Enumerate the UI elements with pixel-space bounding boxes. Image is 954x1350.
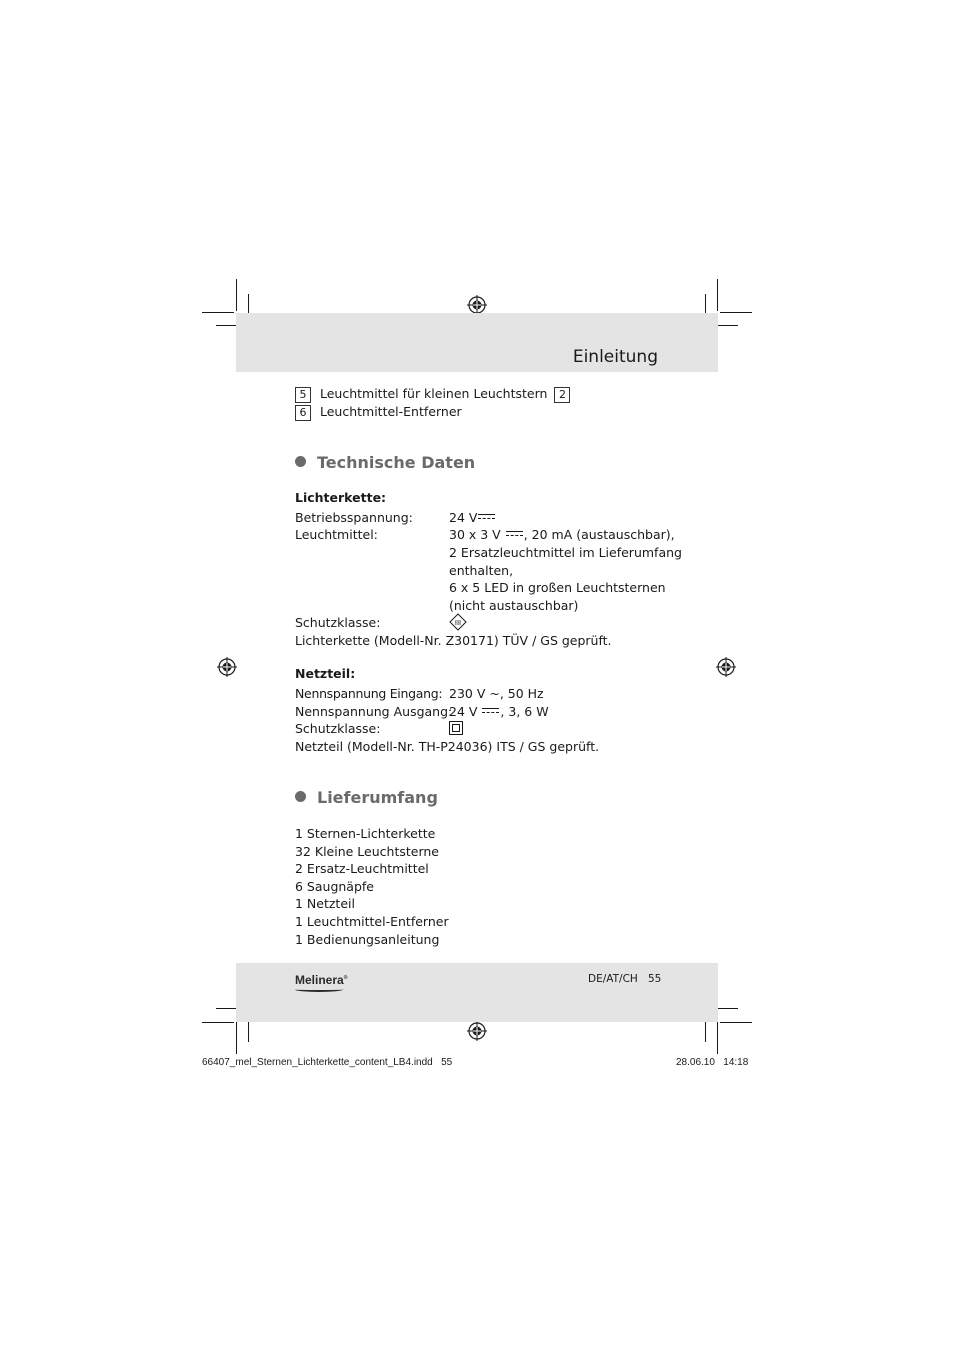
crop-mark — [202, 1022, 234, 1023]
protection-class-ii-icon — [449, 721, 463, 735]
spec-row — [295, 614, 462, 632]
delivery-list — [295, 825, 449, 948]
spec-value — [449, 703, 549, 721]
crop-mark — [720, 312, 752, 313]
list-item: 1 Bedienungsanleitung — [295, 931, 440, 947]
crop-mark — [717, 279, 718, 311]
part-number: 6 — [295, 405, 311, 421]
page-title: Einleitung — [572, 347, 658, 367]
dc-symbol-icon — [482, 708, 499, 714]
spec-value — [449, 509, 496, 527]
bullet-icon — [295, 456, 306, 467]
section-heading — [295, 453, 475, 472]
lamp-value: 30 x 3 V — [449, 527, 501, 542]
page-number: 55 — [648, 973, 662, 985]
list-item: 6 Saugnäpfe — [295, 878, 374, 894]
bullet-icon — [295, 791, 306, 802]
spec-label: Nennspannung Ausgang: — [295, 704, 453, 719]
spec-note: Netzteil (Modell-Nr. TH-P24036) ITS / GS geprüft. — [295, 739, 600, 754]
header-band — [236, 313, 718, 372]
spec-row — [295, 685, 544, 703]
spec-value — [449, 526, 675, 544]
part-item — [295, 403, 462, 421]
brand-logo: Melinera® — [295, 973, 347, 987]
crop-mark — [718, 1008, 738, 1009]
spec-continuation: (nicht austauschbar) — [449, 598, 579, 613]
spec-label: Nennspannung Eingang: — [295, 686, 443, 701]
part-reference: 2 — [554, 387, 570, 403]
crop-mark — [202, 312, 234, 313]
section-heading — [295, 788, 438, 807]
part-label: Leuchtmittel-Entferner — [319, 404, 462, 419]
svg-text:III: III — [454, 619, 462, 627]
dc-symbol-icon — [506, 531, 523, 537]
registration-mark-icon — [467, 1021, 487, 1041]
spec-value — [449, 721, 463, 740]
spec-continuation: 6 x 5 LED in großen Leuchtsternen — [449, 580, 666, 595]
protection-class-iii-icon — [449, 613, 467, 631]
list-item: 1 Netzteil — [295, 896, 355, 912]
section-heading-text: Lieferumfang — [317, 788, 438, 807]
spec-continuation: enthalten, — [449, 563, 514, 578]
spec-row — [295, 526, 675, 544]
part-number: 5 — [295, 387, 311, 403]
list-item: 32 Kleine Leuchtsterne — [295, 843, 439, 859]
print-date: 28.06.10 14:18 — [676, 1057, 749, 1068]
spec-continuation: 2 Ersatzleuchtmittel im Lieferumfang — [449, 545, 682, 560]
spec-label: Schutzklasse: — [295, 721, 381, 736]
logo-swoosh-icon — [295, 987, 343, 992]
crop-mark — [216, 325, 236, 326]
registration-mark-icon — [467, 295, 487, 315]
spec-label: Betriebsspannung: — [295, 510, 413, 525]
file-slug: 66407_mel_Sternen_Lichterkette_content_LB4.indd 55 — [202, 1057, 453, 1068]
spec-label: Leuchtmittel: — [295, 527, 378, 542]
part-item — [295, 385, 570, 403]
footer-band — [236, 963, 718, 1022]
crop-mark — [216, 1008, 236, 1009]
crop-mark — [720, 1022, 752, 1023]
spec-label: Schutzklasse: — [295, 615, 381, 630]
list-item: 1 Leuchtmittel-Entferner — [295, 913, 449, 929]
language-code: DE/AT/CH — [588, 973, 638, 985]
spec-note: Lichterkette (Modell-Nr. Z30171) TÜV / GS geprüft. — [295, 633, 612, 648]
registration-mark-icon — [716, 657, 736, 677]
lamp-value-rest: , 20 mA (austauschbar), — [523, 527, 675, 542]
out-voltage: 24 V — [449, 704, 478, 719]
list-item: 2 Ersatz-Leuchtmittel — [295, 861, 429, 877]
out-power: , 3, 6 W — [500, 704, 549, 719]
spec-row — [295, 720, 380, 738]
crop-mark — [718, 325, 738, 326]
registration-mark-icon — [217, 657, 237, 677]
list-item: 1 Sternen-Lichterkette — [295, 826, 436, 841]
spec-value: 230 V ~, 50 Hz — [449, 686, 544, 701]
brand-name: Melinera — [295, 973, 344, 987]
voltage-value: 24 V — [449, 510, 478, 525]
part-label: Leuchtmittel für kleinen Leuchtstern — [319, 386, 548, 401]
spec-row — [295, 509, 478, 527]
crop-mark — [236, 1022, 237, 1054]
crop-mark — [717, 1022, 718, 1054]
subheading: Netzteil: — [295, 666, 356, 681]
crop-mark — [236, 279, 237, 311]
subheading: Lichterkette: — [295, 490, 387, 505]
spec-row — [295, 703, 549, 721]
dc-symbol-icon — [478, 514, 495, 520]
section-heading-text: Technische Daten — [317, 453, 476, 472]
